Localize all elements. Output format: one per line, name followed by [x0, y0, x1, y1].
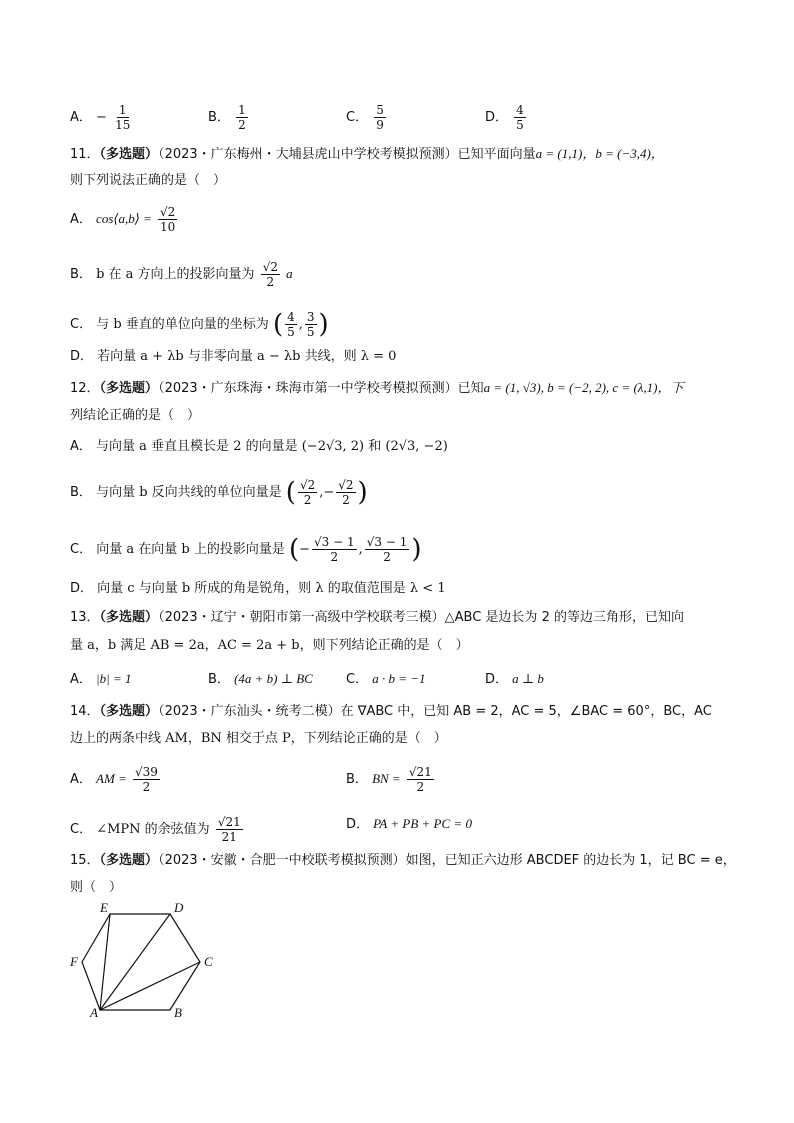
q14-option-a-den: 2 — [142, 780, 151, 794]
q11-option-c-text: 与 b 垂直的单位向量的坐标为 — [96, 317, 269, 332]
q11-number: 11． — [70, 147, 100, 162]
q10-option-d-label: D． — [485, 110, 509, 125]
q10-option-a-den: 15 — [115, 118, 131, 132]
q10-option-b — [208, 103, 250, 132]
q11-tag: （多选题） — [99, 147, 159, 162]
q11-option-d-text: 若向量 a + λb 与非零向量 a − λb 共线，则 λ = 0 — [97, 349, 397, 364]
q14-option-b-label: B． — [346, 772, 368, 787]
q12-number: 12． — [70, 381, 100, 396]
q14-option-c-text: ∠MPN 的余弦值为 — [96, 822, 210, 837]
q11-option-b-fraction — [261, 260, 280, 289]
q13-option-b — [208, 670, 313, 689]
q12-option-b-d2: 2 — [342, 493, 350, 507]
q12-given: a = (1, √3), b = (−2, 2), c = (λ,1)，下 — [483, 380, 684, 395]
q10-option-c-den: 9 — [376, 118, 384, 132]
q15-prompt: 则（ ） — [70, 880, 123, 895]
q11-option-d-label: D． — [70, 349, 94, 364]
q10-option-a-label: A． — [70, 110, 92, 125]
q10-option-a-fraction — [113, 103, 132, 132]
q10-option-a-num: 1 — [118, 103, 127, 117]
q11-option-c-n2: 3 — [306, 310, 315, 324]
q14-option-b-num: √21 — [408, 765, 432, 779]
q14-number: 14． — [70, 704, 100, 719]
q11-option-c: C． 与 b 垂直的单位向量的坐标为 ( $\frac{4}{5}$ , $\frac{3}{5}$ ) — [70, 309, 329, 340]
q12-option-d-text: 向量 c 与向量 b 所成的角是锐角，则 λ 的取值范围是 λ < 1 — [97, 581, 446, 596]
q11-option-c-frac1 — [285, 310, 297, 339]
q14-option-a-num: √39 — [134, 765, 158, 779]
q13-line2: 量 a，b 满足 AB = 2a，AC = 2a + b，则下列结论正确的是（ ） — [70, 638, 469, 653]
q12-header — [70, 379, 684, 398]
q10-option-d-fraction — [514, 103, 526, 132]
q14-option-a-fraction — [133, 765, 160, 794]
q11-prompt: 则下列说法正确的是（ ） — [70, 173, 227, 188]
q14-option-a-label: A． — [70, 772, 92, 787]
vertex-label-b: B — [174, 1005, 182, 1020]
q10-option-b-den: 2 — [238, 118, 246, 132]
q12-option-a — [70, 438, 448, 456]
q10-option-d-den: 5 — [516, 118, 524, 132]
q12-option-c-frac2 — [365, 535, 410, 564]
q11-option-c-n1: 4 — [287, 310, 295, 324]
q14-option-b-text: BN = — [372, 771, 401, 786]
q10-options — [70, 103, 134, 132]
q12-option-c-d1: 2 — [330, 550, 339, 564]
q13-option-d-text: a ⊥ b — [512, 671, 544, 686]
q14-option-a-text: AM = — [96, 771, 127, 786]
q11-option-a-label: A． — [70, 212, 92, 227]
q15-source: （2023・安徽・合肥一中校联考模拟预测）如图，已知正六边形 ABCDEF 的边长为 1，记 BC = e， — [158, 853, 736, 868]
q12-option-c-n2: √3 − 1 — [366, 535, 408, 549]
q14-option-b — [346, 765, 436, 794]
q14-option-d-label: D． — [346, 817, 370, 832]
q12-option-b: B． 与向量 b 反向共线的单位向量是 ( $\frac{√2}{2}$ ,− $\frac{√2}{2}$ ) — [70, 477, 368, 508]
q11-option-a — [70, 205, 179, 234]
diagonal-ad — [100, 914, 170, 1010]
hexagon-outline — [82, 914, 200, 1010]
q12-option-b-n1: √2 — [299, 478, 316, 492]
q11-option-b-tail: a — [286, 266, 293, 281]
q14-option-c-num: √21 — [217, 815, 241, 829]
q14-source: （2023・广东汕头・统考二模）在 ∇ABC 中，已知 AB = 2，AC = 5，∠BAC = 60°，BC，AC — [158, 704, 712, 719]
q14-option-d-text: PA + PB + PC = 0 — [373, 816, 472, 831]
q13-option-c — [346, 670, 426, 689]
q12-option-b-n2: √2 — [338, 478, 354, 492]
q10-option-b-label: B． — [208, 110, 230, 125]
q14-option-c-fraction — [216, 815, 243, 844]
q11-source: （2023・广东梅州・大埔县虎山中学校考模拟预测）已知平面向量 — [158, 147, 536, 162]
q12-option-d-label: D． — [70, 581, 94, 596]
q14-line2: 边上的两条中线 AM，BN 相交于点 P，下列结论正确的是（ ） — [70, 731, 447, 746]
q10-option-c-fraction — [374, 103, 386, 132]
q13-option-b-label: B． — [208, 672, 230, 687]
q13-option-d-label: D． — [485, 672, 509, 687]
q13-option-a — [70, 670, 131, 689]
q11-option-c-d2: 5 — [306, 325, 315, 339]
q11-option-b-text: b 在 a 方向上的投影向量为 — [96, 267, 255, 282]
q13-option-d — [485, 670, 544, 689]
q11-option-b — [70, 260, 293, 289]
q11-option-b-num: √2 — [262, 260, 278, 274]
q11-option-b-label: B． — [70, 267, 92, 282]
q11-option-a-fraction — [158, 205, 177, 234]
q14-option-c-label: C． — [70, 822, 93, 837]
q11-option-c-frac2 — [305, 310, 317, 339]
q12-option-c-text: 向量 a 在向量 b 上的投影向量是 — [96, 542, 285, 557]
q13-number: 13． — [70, 610, 100, 625]
q14-tag: （多选题） — [99, 704, 159, 719]
q15-tag: （多选题） — [99, 853, 159, 868]
vertex-label-d: D — [174, 900, 184, 915]
q10-option-c-num: 5 — [376, 103, 384, 117]
q14-option-c-den: 21 — [221, 830, 237, 844]
q11-option-b-den: 2 — [266, 275, 275, 289]
q12-option-d — [70, 580, 446, 598]
q12-option-b-label: B． — [70, 485, 92, 500]
q13-option-a-label: A． — [70, 672, 92, 687]
q14-option-c — [70, 815, 245, 844]
q12-option-b-d1: 2 — [303, 493, 312, 507]
q12-source: （2023・广东珠海・珠海市第一中学校考模拟预测）已知 — [158, 381, 484, 396]
vertex-label-e: E — [100, 900, 108, 915]
q13-source: （2023・辽宁・朝阳市第一高级中学校联考三模）△ABC 是边长为 2 的等边三角形，已知向 — [158, 610, 684, 625]
q14-option-d — [346, 815, 472, 834]
q11-given: a = (1,1)，b = (−3,4)， — [535, 146, 664, 161]
q12-option-c-d2: 2 — [383, 550, 391, 564]
q14-header — [70, 703, 712, 721]
q11-header — [70, 145, 664, 164]
q14-option-a — [70, 765, 162, 794]
q11-option-a-num: √2 — [159, 205, 176, 219]
q12-option-c-frac1 — [312, 535, 357, 564]
q12-option-c-n1: √3 − 1 — [314, 535, 355, 549]
q15-number: 15． — [70, 853, 100, 868]
q11-option-a-text: cos⟨a,b⟩ = — [96, 211, 152, 226]
q12-option-a-text: 与向量 a 垂直且模长是 2 的向量是 (−2√3, 2) 和 (2√3, −2) — [96, 439, 448, 454]
vertex-label-f: F — [70, 954, 78, 969]
q14-option-b-fraction — [407, 765, 434, 794]
q13-option-c-text: a · b = −1 — [372, 671, 426, 686]
q14-option-b-den: 2 — [416, 780, 425, 794]
q15-header — [70, 852, 736, 870]
q11-option-d — [70, 348, 396, 366]
vertex-label-c: C — [204, 954, 213, 969]
q11-option-a-den: 10 — [159, 220, 176, 234]
q10-option-c — [346, 103, 388, 132]
q13-option-b-text: (4a + b) ⊥ BC — [234, 671, 313, 686]
q13-option-a-text: |b| = 1 — [96, 671, 132, 686]
q13-option-c-label: C． — [346, 672, 369, 687]
q12-option-c-label: C． — [70, 542, 93, 557]
q10-option-b-fraction — [236, 103, 248, 132]
q10-option-a-sign: − — [96, 110, 107, 125]
q12-option-a-label: A． — [70, 439, 92, 454]
vertex-label-a: A — [90, 1005, 98, 1020]
q13-header — [70, 609, 684, 627]
q11-option-c-d1: 5 — [287, 325, 295, 339]
q12-option-b-text: 与向量 b 反向共线的单位向量是 — [96, 485, 282, 500]
q12-tag: （多选题） — [99, 381, 159, 396]
q10-option-b-num: 1 — [238, 103, 246, 117]
hexagon-figure — [70, 900, 230, 1020]
q10-option-d — [485, 103, 528, 132]
q12-option-c: C． 向量 a 在向量 b 上的投影向量是 (− $\frac{√3 - 1}{2}$ , $\frac{√3 - 1}{2}$ ) — [70, 534, 422, 565]
q10-option-c-label: C． — [346, 110, 369, 125]
q10-option-d-num: 4 — [516, 103, 524, 117]
q12-option-b-frac2 — [336, 478, 355, 507]
q11-option-c-label: C． — [70, 317, 93, 332]
q12-prompt: 列结论正确的是（ ） — [70, 408, 201, 423]
q13-tag: （多选题） — [99, 610, 159, 625]
q12-option-b-frac1 — [298, 478, 317, 507]
